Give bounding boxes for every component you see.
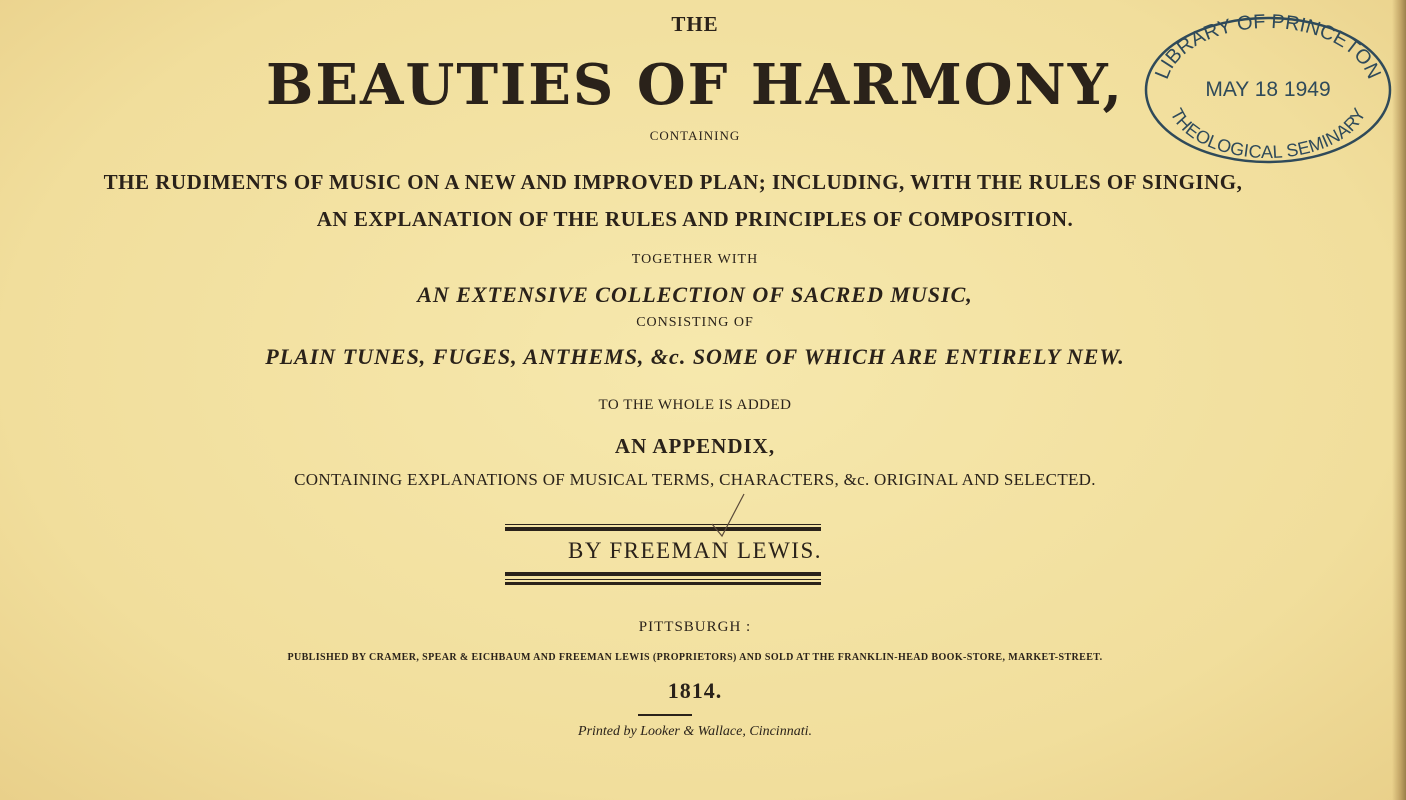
title-the: THE	[671, 12, 719, 36]
containing-label: CONTAINING	[649, 128, 741, 143]
whole-added-label: TO THE WHOLE IS ADDED	[598, 397, 792, 413]
plain-tunes-line: PLAIN TUNES, FUGES, ANTHEMS, &c. SOME OF WHICH ARE ENTIRELY NEW.	[265, 344, 1125, 369]
collection-heading: AN EXTENSIVE COLLECTION OF SACRED MUSIC,	[417, 282, 973, 307]
author-line: BY FREEMAN LEWIS.	[567, 538, 822, 563]
publication-place: PITTSBURGH :	[638, 619, 752, 635]
subtitle-line-2: AN EXPLANATION OF THE RULES AND PRINCIPLES OF COMPOSITION.	[316, 207, 1074, 231]
publisher-line: PUBLISHED BY CRAMER, SPEAR & EICHBAUM AND FREEMAN LEWIS (PROPRIETORS) AND SOLD AT THE FRANKLIN-HEAD BOOK-STORE, MARKET-STREET.	[287, 652, 1103, 663]
appendix-contents: CONTAINING EXPLANATIONS OF MUSICAL TERMS, CHARACTERS, &c. ORIGINAL AND SELECTED.	[294, 470, 1096, 489]
year-rule	[638, 714, 692, 716]
lower-double-rule	[505, 572, 821, 585]
together-with-label: TOGETHER WITH	[631, 252, 759, 267]
consisting-of-label: CONSISTING OF	[636, 315, 754, 330]
upper-double-rule	[505, 521, 821, 531]
subtitle-line-1: THE RUDIMENTS OF MUSIC ON A NEW AND IMPROVED PLAN; INCLUDING, WITH THE RULES OF SINGING,	[103, 170, 1243, 194]
main-title: BEAUTIES OF HARMONY,	[266, 52, 1124, 118]
page-edge-shadow	[1392, 0, 1406, 800]
printer-line: Printed by Looker & Wallace, Cincinnati.	[578, 724, 812, 739]
stamp-date: MAY 18 1949	[1205, 78, 1331, 101]
stamp-bottom-arc: THEOLOGICAL SEMINARY	[1166, 104, 1370, 163]
library-stamp	[1138, 8, 1398, 168]
publication-year: 1814.	[667, 678, 723, 703]
stamp-top-arc: LIBRARY OF PRINCETON	[1151, 10, 1385, 83]
pencil-check-mark	[700, 492, 750, 544]
appendix-heading: AN APPENDIX,	[614, 434, 776, 458]
